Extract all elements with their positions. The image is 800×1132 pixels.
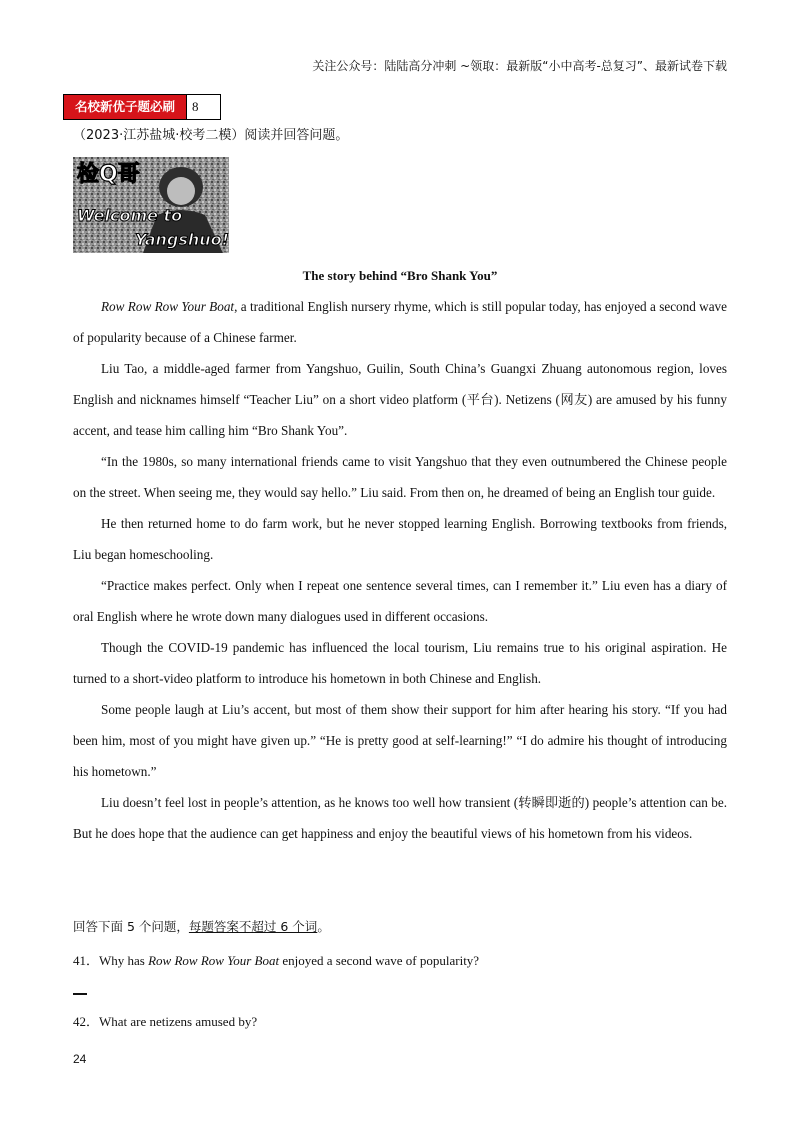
question-41 <box>73 950 479 969</box>
question-42: 42．What are netizens amused by? <box>73 1014 258 1029</box>
article-photo <box>73 157 229 253</box>
paragraph-5: “Practice makes perfect. Only when I repeat one sentence several times, can I remember it.” Liu even has a diary of oral English where he wrote down many dialogues used in different occasions. <box>73 578 727 624</box>
tag-number: 8 <box>186 95 220 119</box>
intro-text: 回答下面 5 个问题， <box>73 919 189 934</box>
tag-label: 名校新优子题必刷 <box>64 95 186 119</box>
photo-caption-welcome: Welcome to <box>77 206 183 225</box>
question-tag <box>63 94 221 120</box>
page-number: 24 <box>73 1052 87 1066</box>
paragraph-4: He then returned home to do farm work, but he never stopped learning English. Borrowing textbooks from friends, Liu began homeschooling. <box>73 516 727 562</box>
answer-line-41[interactable] <box>73 993 87 995</box>
q41-number: 41．Why has <box>73 953 149 968</box>
paragraph-2: Liu Tao, a middle-aged farmer from Yangshuo, Guilin, South China’s Guangxi Zhuang autonomous region, loves English and nicknames himself “Teacher Liu” on a short video platform (平台). Netizens (网友) are amused by his funny accent, and tease him calling him “Bro Shank You”. <box>73 361 727 438</box>
photo-caption-top: 检Q哥 <box>77 162 140 187</box>
intro-end: 。 <box>317 919 330 934</box>
paragraph-1-text: , a traditional English nursery rhyme, which is still popular today, has enjoyed a second wave of popularity because of a Chinese farmer. <box>73 299 727 345</box>
article-title: The story behind “Bro Shank You” <box>302 268 498 283</box>
paragraph-3: “In the 1980s, so many international friends came to visit Yangshuo that they even outnumbered the Chinese people on the street. When seeing me, they would say hello.” Liu said. From then on, he dreamed of being an English tour guide. <box>73 454 727 500</box>
intro-underlined: 每题答案不超过 6 个词 <box>188 919 318 934</box>
paragraph-6: Though the COVID-19 pandemic has influenced the local tourism, Liu remains true to his original aspiration. He turned to a short-video platform to introduce his hometown in both Chinese and English. <box>73 640 727 686</box>
question-source: （2023·江苏盐城·校考二模）阅读并回答问题。 <box>73 128 349 143</box>
article-body <box>73 291 727 849</box>
header-note: 关注公众号：陆陆高分冲刺 ~领取：最新版“小中高考-总复习”、最新试卷下载 <box>312 59 727 73</box>
paragraph-7: Some people laugh at Liu’s accent, but most of them show their support for him after hearing his story. “If you had been him, most of you might have given up.” “He is pretty good at self-learning!” “I do admire his thought of introducing his hometown.” <box>73 702 727 779</box>
paragraph-1 <box>73 291 727 353</box>
paragraph-8: Liu doesn’t feel lost in people’s attention, as he knows too well how transient (转瞬即逝的) people’s attention can be. But he does hope that the audience can get happiness and enjoy the beautiful views of his hometown from his videos. <box>73 795 727 841</box>
photo-caption-yangshuo: Yangshuo! <box>135 230 229 249</box>
q41-text: enjoyed a second wave of popularity? <box>279 953 480 968</box>
questions-intro <box>73 917 330 935</box>
q41-rhyme: Row Row Row Your Boat <box>148 953 280 968</box>
rhyme-title: Row Row Row Your Boat <box>101 299 235 314</box>
